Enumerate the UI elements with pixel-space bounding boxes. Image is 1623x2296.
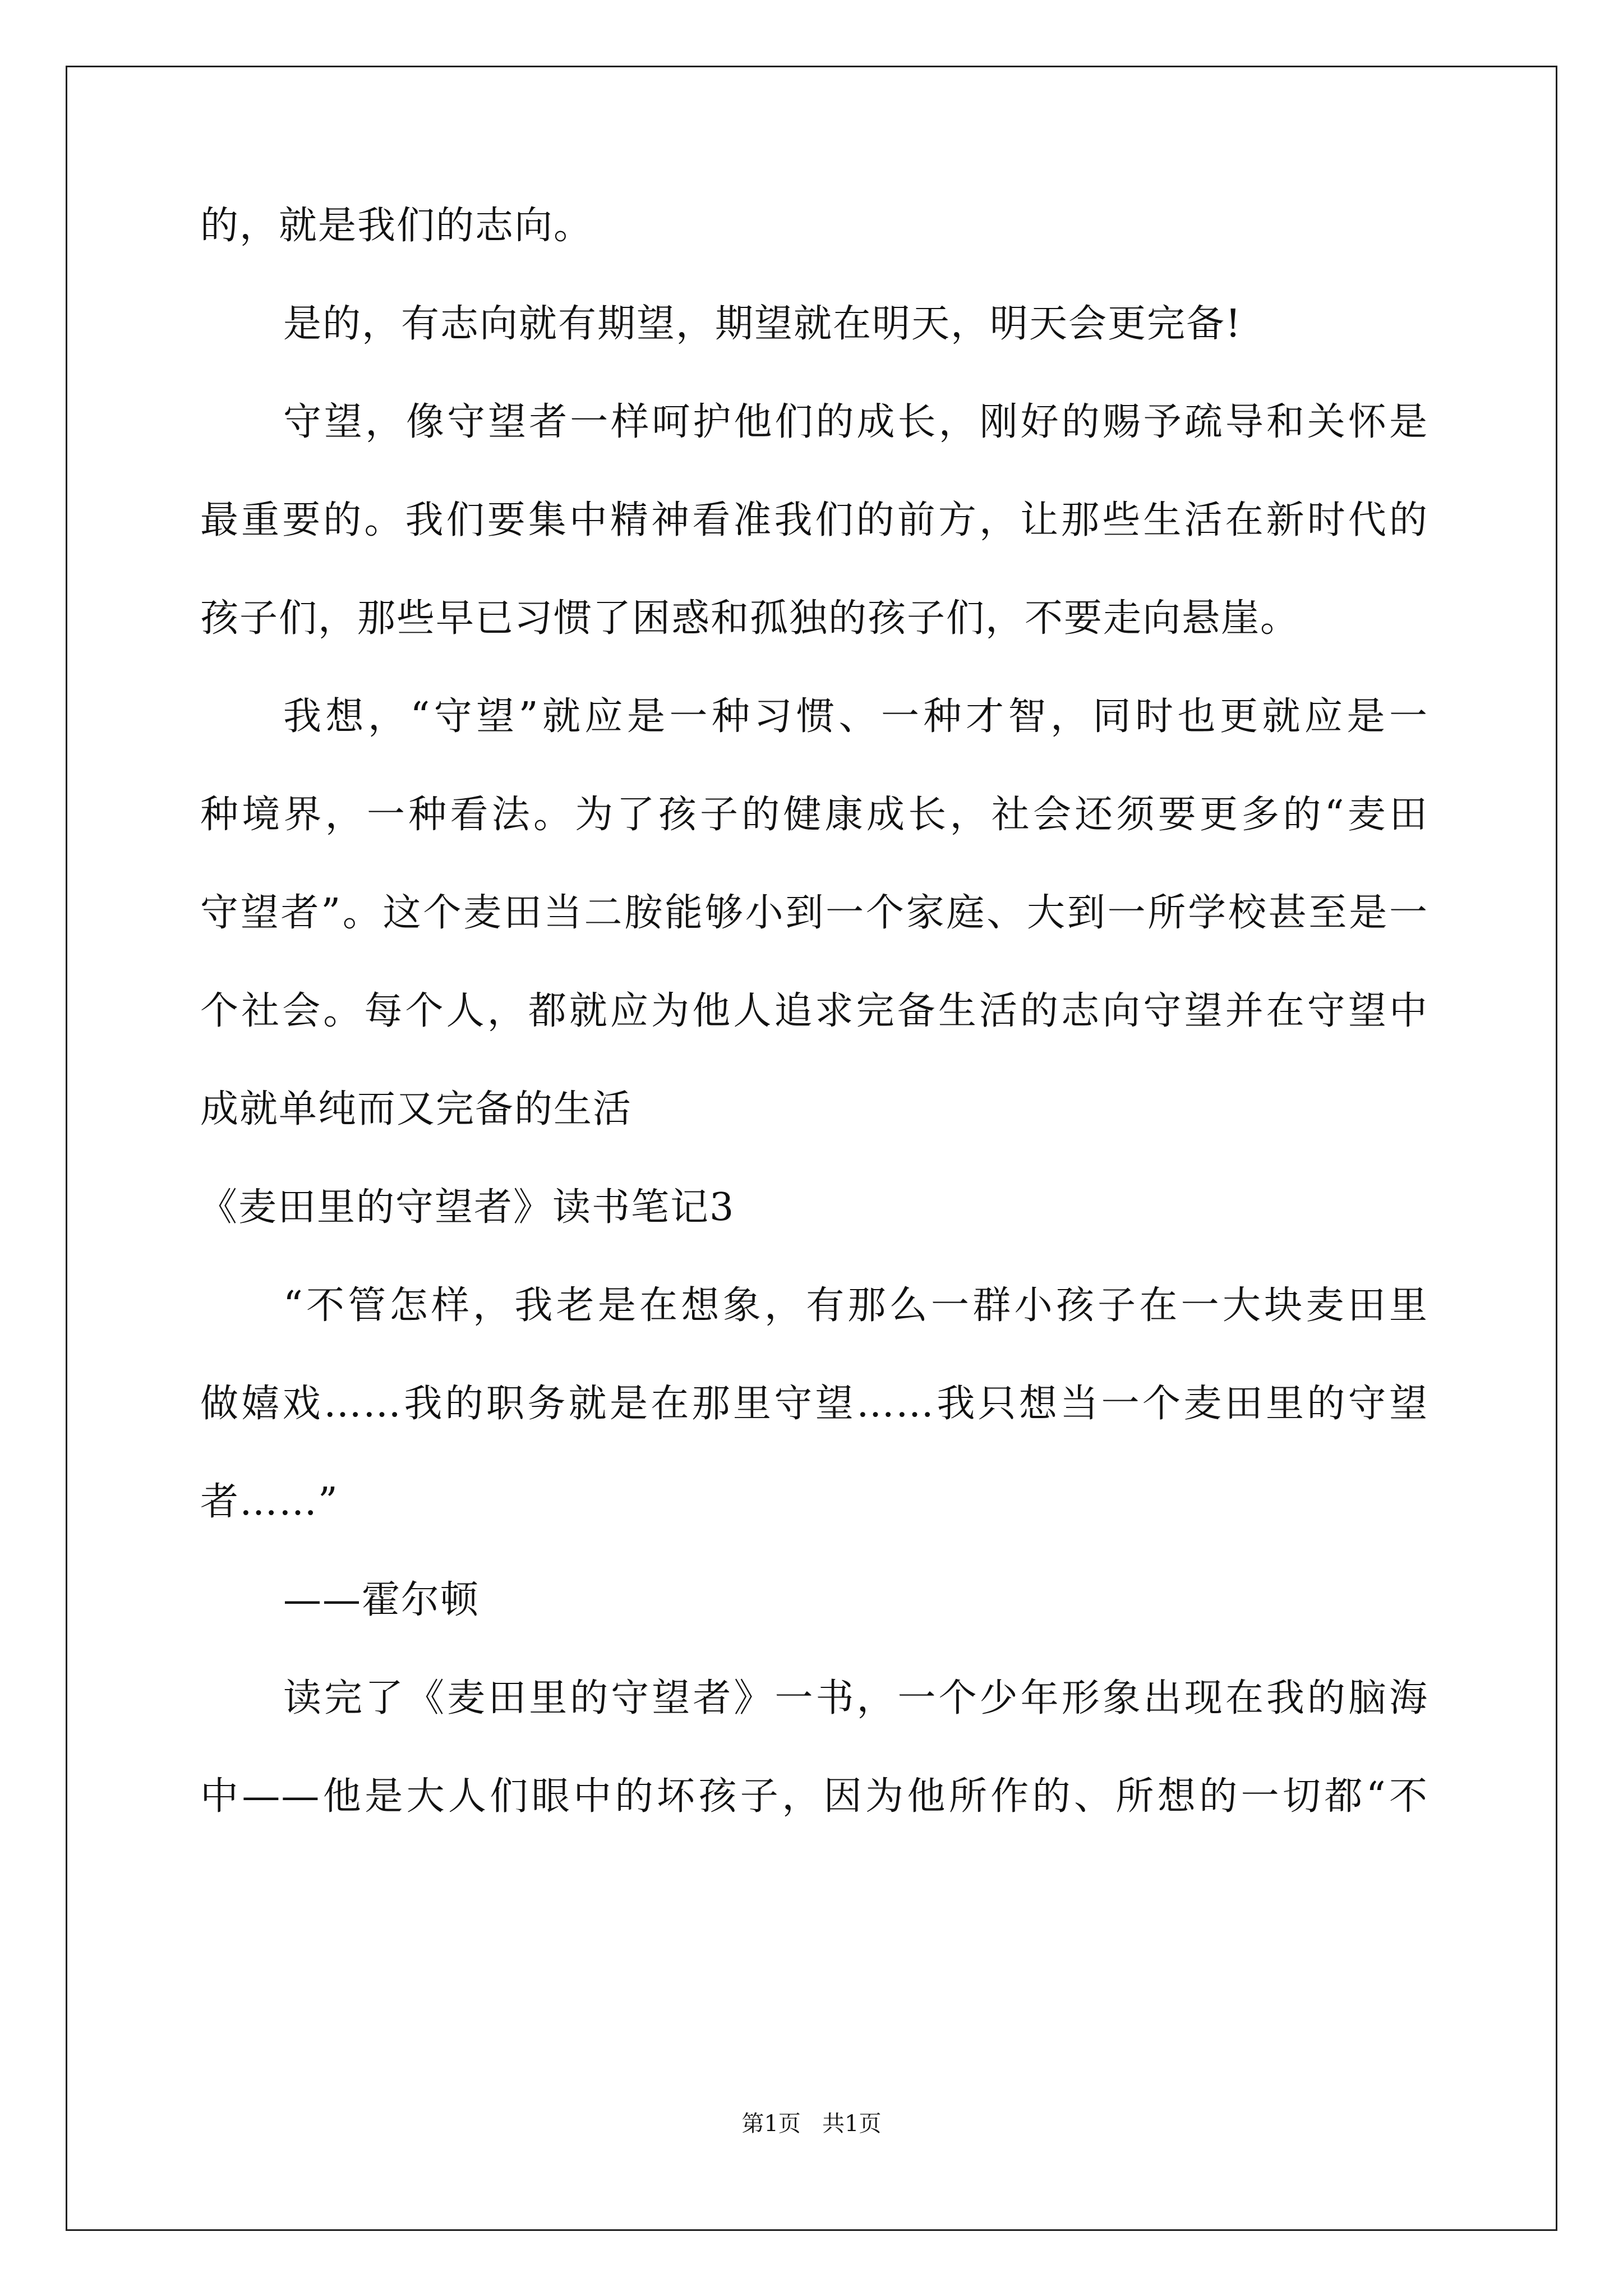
text-line: 最重要的。我们要集中精神看准我们的前方，让那些生活在新时代的 [200, 498, 1428, 542]
text-line: 个社会。每个人，都就应为他人追求完备生活的志向守望并在守望中 [200, 989, 1428, 1033]
text-line: 孩子们，那些早已习惯了困惑和孤独的孩子们，不要走向悬崖。 [200, 596, 1300, 641]
text-line: 成就单纯而又完备的生活 [200, 1087, 633, 1131]
text-line: 是的，有志向就有期望，期望就在明天，明天会更完备! [283, 302, 1242, 346]
text-line: 的，就是我们的志向。 [200, 204, 593, 248]
text-line: 中——他是大人们眼中的坏孩子，因为他所作的、所想的一切都“不 [200, 1774, 1428, 1819]
quote-line: 者……” [200, 1480, 339, 1524]
quote-line: “不管怎样，我老是在想象，有那么一群小孩子在一大块麦田里 [283, 1283, 1428, 1328]
quote-attribution: ——霍尔顿 [283, 1578, 480, 1622]
section-title: 《麦田里的守望者》读书笔记3 [199, 1185, 735, 1230]
text-line: 守望，像守望者一样呵护他们的成长，刚好的赐予疏导和关怀是 [283, 400, 1428, 444]
page-footer [0, 2109, 1623, 2138]
page-number-label: 第1页 共1页 [741, 2111, 882, 2137]
text-line: 读完了《麦田里的守望者》一书，一个少年形象出现在我的脑海 [283, 1676, 1428, 1720]
text-line: 守望者”。这个麦田当二胺能够小到一个家庭、大到一所学校甚至是一 [200, 891, 1428, 935]
text-line: 我想，“守望”就应是一种习惯、一种才智，同时也更就应是一 [283, 694, 1428, 739]
quote-line: 做嬉戏……我的职务就是在那里守望……我只想当一个麦田里的守望 [200, 1382, 1428, 1426]
text-line: 种境界，一种看法。为了孩子的健康成长，社会还须要更多的“麦田 [200, 793, 1428, 837]
page-border [66, 66, 1557, 2231]
